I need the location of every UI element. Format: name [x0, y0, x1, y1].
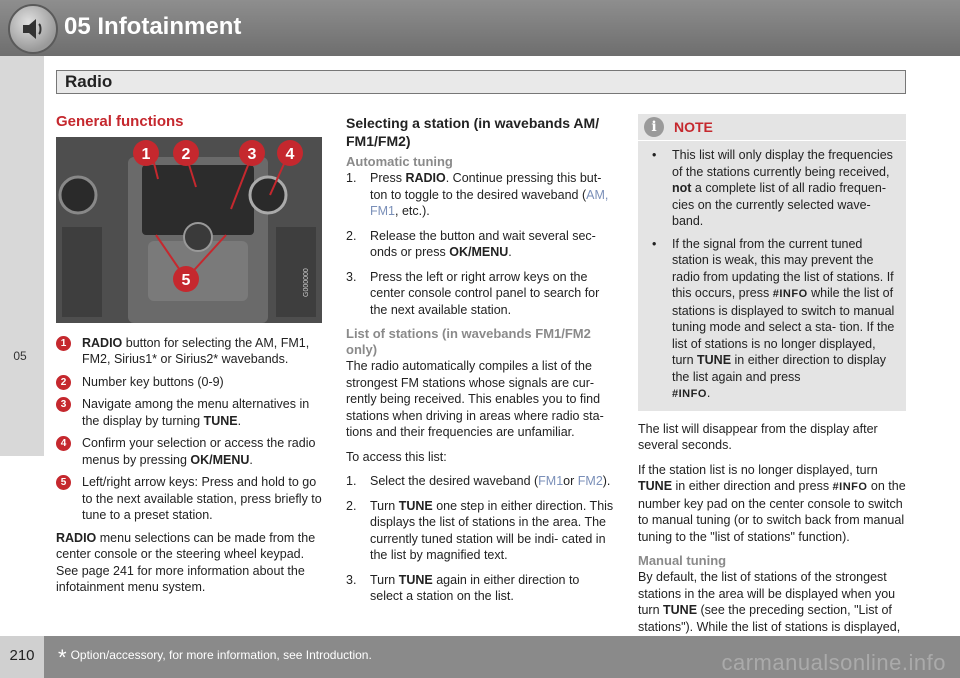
callout-4	[277, 140, 303, 166]
console-illustration	[56, 137, 322, 323]
access-paragraph: To access this list:	[346, 449, 447, 464]
step-text: Turn	[370, 572, 399, 587]
heading-selecting-station: Selecting a station (in wavebands AM/ FM1/FM2)	[346, 115, 600, 149]
legend-number: 2	[56, 375, 71, 390]
info-key-symbol: #INFO	[672, 388, 707, 400]
callout-3	[239, 140, 265, 166]
note-bullet-2	[638, 236, 906, 403]
callout-label: 3	[247, 145, 257, 163]
callout-label: 4	[285, 145, 295, 163]
heading-automatic-tuning: Automatic tuning	[346, 154, 453, 169]
legend-end: .	[249, 452, 253, 467]
legend-text: Navigate among the menu alternatives in the display by turning	[82, 397, 310, 428]
waveband-highlight: FM1	[538, 474, 564, 488]
legend-bold: TUNE	[203, 413, 238, 428]
note-box	[638, 114, 906, 411]
waveband-highlight: FM2	[577, 474, 603, 488]
step-number: 1.	[346, 171, 357, 185]
callout-label: 1	[141, 145, 151, 163]
bullet-dot: •	[652, 236, 657, 251]
callout-label: 5	[181, 271, 191, 289]
note-header	[638, 114, 906, 141]
para-text: If the station list is no longer displayed, turn	[638, 462, 878, 477]
callout-5	[173, 266, 199, 292]
note-text: in either direction to display the list again and press	[672, 353, 886, 384]
step-text: Turn	[370, 498, 399, 513]
side-tab-number: 05	[13, 349, 27, 363]
legend-text: button for selecting the AM, FM1, FM2, Sirius1* or Sirius2* wavebands.	[82, 335, 310, 366]
legend-number: 5	[56, 475, 71, 490]
manual-tuning-paragraph	[638, 569, 906, 635]
column-selecting-station	[346, 114, 614, 613]
note-bold: not	[672, 181, 692, 195]
heading-general-functions: General functions	[56, 113, 184, 130]
step-number: 2.	[346, 228, 357, 243]
list-step-2	[346, 498, 614, 564]
para-bold: RADIO	[56, 530, 97, 545]
legend-number: 4	[56, 436, 71, 451]
list-step-3	[346, 572, 614, 605]
para-bold: TUNE	[638, 479, 673, 493]
info-key-symbol: #INFO	[772, 288, 808, 300]
section-bar	[56, 70, 906, 94]
step-bold: OK/MENU	[449, 245, 509, 259]
step-text: Press the left or right arrow keys on the center console control panel to search for the next available station.	[370, 269, 600, 317]
step-number: 2.	[346, 498, 357, 513]
waveband-highlight: AM, FM1	[370, 187, 609, 218]
footnote-text: Option/accessory, for more information, see Introduction.	[70, 648, 372, 662]
note-text: a complete list of all radio frequen- cies on the currently selected wave- band.	[672, 181, 886, 228]
step-text: Press	[370, 171, 406, 185]
step-text: , etc.).	[395, 204, 430, 218]
auto-step-3	[346, 269, 614, 319]
auto-step-2	[346, 228, 614, 261]
column-general-functions	[56, 114, 324, 604]
step-text: or	[563, 474, 578, 488]
footnote	[58, 645, 372, 671]
step-text: ).	[602, 474, 611, 488]
note-text: This list will only display the frequencies of the stations currently being received,	[672, 148, 893, 179]
legend-end: .	[237, 413, 242, 428]
para-text: in either direction and press	[672, 479, 833, 493]
para-bold: TUNE	[663, 603, 698, 617]
callout-label: 2	[181, 145, 191, 163]
info-icon: i	[644, 117, 664, 137]
legend-bold: RADIO	[82, 335, 123, 350]
info-key-symbol: #INFO	[832, 481, 868, 493]
auto-step-1	[346, 170, 614, 220]
step-number: 1.	[346, 474, 357, 488]
step-text: one step in either direction. This displays the list of stations in the area. The currently tuned station will be indi- cated in the list by magnified text.	[370, 498, 614, 562]
chapter-side-tab	[0, 56, 44, 456]
legend-item-1	[56, 335, 324, 368]
note-text: .	[706, 386, 711, 400]
step-text: Select the desired waveband (	[370, 474, 539, 488]
center-console-photo	[56, 137, 322, 323]
step-number: 3.	[346, 572, 357, 587]
legend-item-5	[56, 474, 324, 524]
para-text: menu selections can be made from the center console or the steering wheel keypad. See page 241 for more information about the infotainment menu system.	[56, 530, 316, 594]
column-note-manual	[638, 114, 906, 643]
disappear-paragraph: The list will disappear from the display after several seconds.	[638, 421, 878, 452]
section-title: Radio	[65, 72, 113, 91]
legend-number: 1	[56, 336, 71, 351]
para-text: By default, the list of stations of the strongest stations in the area will be displayed when you turn	[638, 570, 896, 617]
legend-item-4	[56, 435, 324, 468]
para-text: on the number key pad on the center console to switch to manual tuning (or to switch back from manual tuning to the "list of stations" function).	[638, 479, 906, 544]
chapter-header	[0, 0, 960, 56]
legend-text: Number key buttons (0-9)	[82, 374, 224, 389]
step-bold: TUNE	[398, 572, 433, 587]
step-bold: RADIO	[405, 171, 446, 185]
list-paragraph: The radio automatically compiles a list of the strongest FM stations whose signals are cur- rently being received. This enables you to find stations when driving in areas where radio sta- tions and their frequencies are unfamiliar.	[346, 359, 604, 439]
step-bold: TUNE	[398, 498, 433, 513]
step-text: Release the button and wait several sec- onds or press	[370, 228, 596, 259]
callout-1	[133, 140, 159, 166]
step-text: again in either direction to select a station on the list.	[370, 572, 580, 603]
image-code: G000000	[303, 267, 310, 297]
page-number: 210	[9, 647, 35, 664]
heading-list-of-stations: List of stations (in wavebands FM1/FM2 only)	[346, 326, 591, 357]
heading-manual-tuning: Manual tuning	[638, 553, 727, 568]
step-text: .	[508, 245, 512, 259]
list-step-1	[346, 473, 614, 490]
legend-item-2	[56, 374, 324, 391]
para-text: (see the preceding section, "List of stations"). While the list of stations is displayed,	[638, 603, 901, 634]
bullet-dot: •	[652, 148, 657, 162]
legend-item-3	[56, 396, 324, 429]
note-bullet-1	[638, 147, 906, 230]
legend-text: Left/right arrow keys: Press and hold to go to the next available station, press briefly to tune to a preset station.	[82, 475, 322, 522]
step-text: . Continue pressing this but- ton to toggle to the desired waveband (	[370, 171, 602, 202]
radio-menu-paragraph	[56, 530, 324, 596]
note-text: If the signal from the current tuned station is weak, this may prevent the radio from updating the list of stations. If this occurs, press	[672, 236, 894, 300]
watermark: carmanualsonline.info	[721, 650, 946, 675]
legend-bold: OK/MENU	[190, 452, 250, 467]
step-number: 3.	[346, 269, 357, 284]
note-bold: TUNE	[697, 353, 732, 367]
footnote-star: *	[58, 645, 67, 670]
note-text: while the list of stations is displayed to switch to manual tuning mode and select a sta- tion. If the list of stations is no longer displayed, turn	[672, 286, 895, 367]
chapter-title: 05 Infotainment	[64, 13, 242, 40]
legend-number: 3	[56, 397, 71, 412]
manual-switch-paragraph	[638, 462, 906, 546]
speaker-icon	[8, 4, 58, 54]
note-title: NOTE	[674, 119, 713, 135]
legend-text: Confirm your selection or access the radio menus by pressing	[82, 436, 316, 467]
callout-2	[173, 140, 199, 166]
